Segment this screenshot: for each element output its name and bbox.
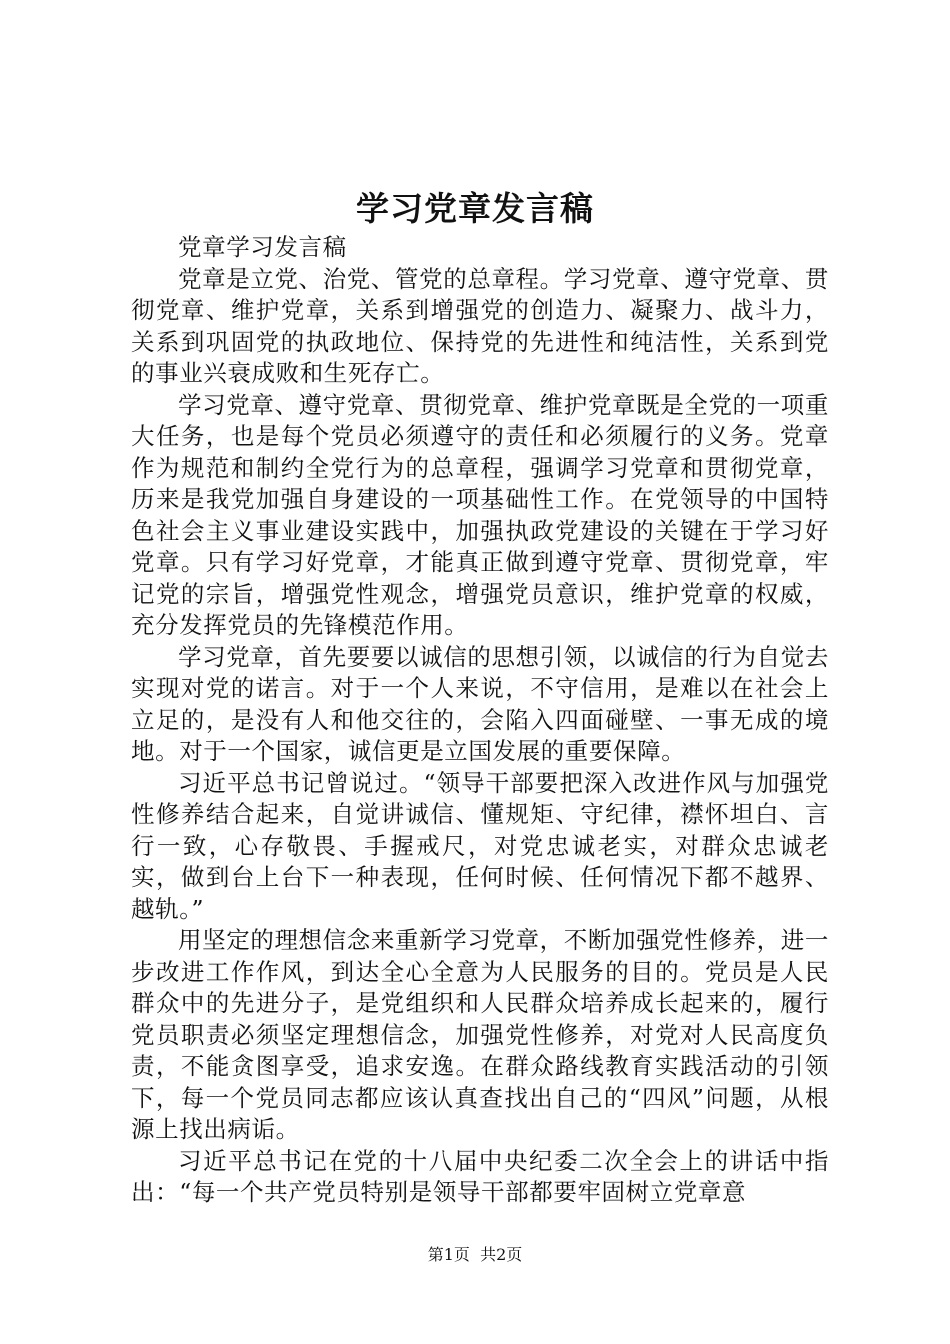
document-body <box>131 232 829 1209</box>
paragraph: 习近平总书记曾说过。“领导干部要把深入改进作风与加强党性修养结合起来，自觉讲诚信、懂规矩、守纪律，襟怀坦白、言行一致，心存敬畏、手握戒尺，对党忠诚老实，对群众忠诚老实，做到台上台下一种表现，任何时候、任何情况下都不越界、越轨。” <box>131 768 829 923</box>
page-total: 共2页 <box>480 1245 523 1264</box>
page-number: 第1页 <box>427 1245 470 1264</box>
paragraph: 党章学习发言稿 <box>178 233 347 261</box>
paragraph: 学习党章、遵守党章、贯彻党章、维护党章既是全党的一项重大任务，也是每个党员必须遵守的责任和必须履行的义务。党章作为规范和制约全党行为的总章程，强调学习党章和贯彻党章，历来是我党加强自身建设的一项基础性工作。在党领导的中国特色社会主义事业建设实践中，加强执政党建设的关键在于学习好党章。只有学习好党章，才能真正做到遵守党章、贯彻党章，牢记党的宗旨，增强党性观念，增强党员意识，维护党章的权威，充分发挥党员的先锋模范作用。 <box>131 390 829 639</box>
paragraph: 用坚定的理想信念来重新学习党章，不断加强党性修养，进一步改进工作作风，到达全心全意为人民服务的目的。党员是人民群众中的先进分子，是党组织和人民群众培养成长起来的，履行党员职责必须坚定理想信念，加强党性修养，对党对人民高度负责，不能贪图享受，追求安逸。在群众路线教育实践活动的引领下，每一个党员同志都应该认真查找出自己的“四风”问题，从根源上找出病诟。 <box>131 926 829 1143</box>
paragraph: 学习党章，首先要要以诚信的思想引领，以诚信的行为自觉去实现对党的诺言。对于一个人来说，不守信用，是难以在社会上立足的，是没有人和他交往的，会陷入四面碰壁、一事无成的境地。对于一个国家，诚信更是立国发展的重要保障。 <box>131 642 829 765</box>
paragraph: 习近平总书记在党的十八届中央纪委二次全会上的讲话中指出：“每一个共产党员特别是领导干部都要牢固树立党章意 <box>131 1146 829 1206</box>
paragraph: 党章是立党、治党、管党的总章程。学习党章、遵守党章、贯彻党章、维护党章，关系到增强党的创造力、凝聚力、战斗力，关系到巩固党的执政地位、保持党的先进性和纯洁性，关系到党的事业兴衰成败和生死存亡。 <box>131 264 829 387</box>
document-title: 学习党章发言稿 <box>356 189 594 228</box>
page-footer <box>0 1244 950 1266</box>
